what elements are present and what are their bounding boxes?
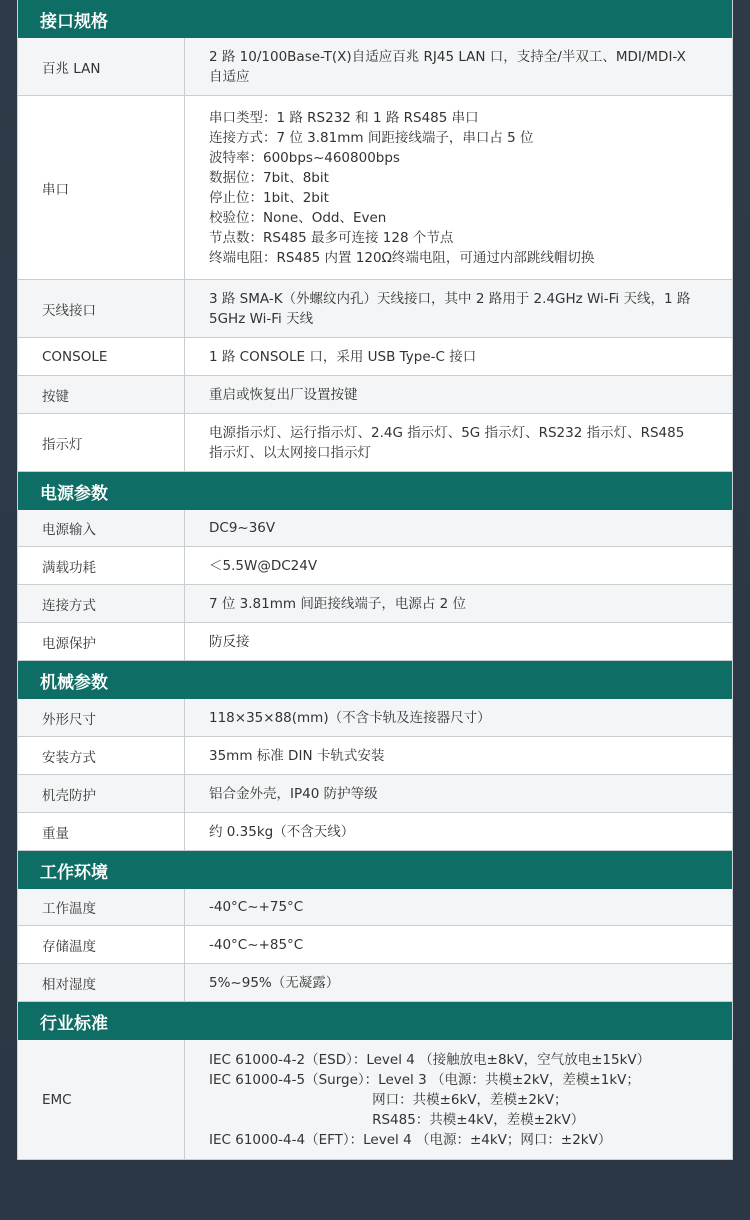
spec-value-line: RS485：共模±4kV，差模±2kV）	[209, 1111, 585, 1128]
spec-value	[185, 1040, 732, 1159]
spec-value-line: IEC 61000-4-5（Surge）：Level 3 （电源：共模±2kV，差模±1kV；	[209, 1071, 640, 1088]
spec-label: 天线接口	[18, 280, 185, 337]
spec-label: 机壳防护	[18, 775, 185, 812]
spec-value-line: 指示灯、以太网接口指示灯	[209, 444, 371, 461]
spec-value-line: 校验位：None、Odd、Even	[209, 209, 387, 226]
spec-value	[185, 376, 732, 413]
spec-value-line: 连接方式：7 位 3.81mm 间距接线端子，串口占 5 位	[209, 129, 534, 146]
spec-section	[18, 1002, 732, 1160]
spec-value-line: IEC 61000-4-4（EFT）：Level 4 （电源：±4kV；网口：±2kV）	[209, 1131, 612, 1148]
spec-label: 连接方式	[18, 585, 185, 622]
spec-value-line: 铝合金外壳，IP40 防护等级	[209, 785, 378, 802]
spec-value	[185, 737, 732, 774]
spec-label: 安装方式	[18, 737, 185, 774]
spec-value-line: DC9~36V	[209, 520, 276, 536]
spec-label: 指示灯	[18, 414, 185, 471]
spec-row	[18, 338, 732, 376]
spec-row	[18, 547, 732, 585]
spec-value	[185, 889, 732, 925]
section-header: 机械参数	[18, 661, 732, 699]
spec-value	[185, 623, 732, 660]
spec-row	[18, 964, 732, 1002]
spec-value	[185, 338, 732, 375]
spec-row	[18, 96, 732, 280]
spec-value	[185, 414, 732, 471]
spec-section	[18, 851, 732, 1002]
spec-label: 工作温度	[18, 889, 185, 925]
spec-table	[17, 0, 733, 1160]
spec-label: 相对湿度	[18, 964, 185, 1001]
spec-value-line: -40°C~+75°C	[209, 899, 304, 915]
spec-row	[18, 813, 732, 851]
spec-value-line: 自适应	[209, 68, 250, 85]
spec-row	[18, 38, 732, 96]
spec-value	[185, 38, 732, 95]
spec-label: 按键	[18, 376, 185, 413]
spec-row	[18, 623, 732, 661]
spec-value	[185, 926, 732, 963]
section-header: 工作环境	[18, 851, 732, 889]
spec-value-line: 防反接	[209, 633, 250, 650]
spec-value-line: IEC 61000-4-2（ESD）：Level 4 （接触放电±8kV，空气放电±15kV）	[209, 1051, 651, 1068]
spec-value-line: 节点数：RS485 最多可连接 128 个节点	[209, 229, 454, 246]
spec-row	[18, 775, 732, 813]
spec-value-line: 118×35×88(mm)（不含卡轨及连接器尺寸）	[209, 709, 491, 726]
spec-value-line: 约 0.35kg（不含天线）	[209, 823, 355, 840]
spec-value-line: 1 路 CONSOLE 口，采用 USB Type-C 接口	[209, 348, 477, 365]
spec-label: 外形尺寸	[18, 699, 185, 736]
spec-label: 电源输入	[18, 510, 185, 546]
spec-label: 存储温度	[18, 926, 185, 963]
spec-value-line: 重启或恢复出厂设置按键	[209, 386, 358, 403]
spec-value-line: 7 位 3.81mm 间距接线端子，电源占 2 位	[209, 595, 466, 612]
spec-row	[18, 510, 732, 547]
spec-section	[18, 472, 732, 661]
spec-row	[18, 414, 732, 472]
spec-label: 满载功耗	[18, 547, 185, 584]
spec-value	[185, 813, 732, 850]
spec-value-line: ＜5.5W@DC24V	[209, 557, 318, 574]
spec-label: 电源保护	[18, 623, 185, 660]
spec-value-line: 2 路 10/100Base-T(X)自适应百兆 RJ45 LAN 口，支持全/半双工、MDI/MDI-X	[209, 48, 686, 65]
spec-label: 串口	[18, 96, 185, 279]
section-header: 行业标准	[18, 1002, 732, 1040]
spec-row	[18, 585, 732, 623]
spec-value	[185, 775, 732, 812]
spec-value	[185, 510, 732, 546]
spec-row	[18, 926, 732, 964]
spec-value	[185, 699, 732, 736]
spec-value	[185, 280, 732, 337]
spec-value-line: 波特率：600bps~460800bps	[209, 149, 400, 166]
spec-section	[18, 661, 732, 851]
spec-value-line: 5%~95%（无凝露）	[209, 974, 340, 991]
spec-row	[18, 737, 732, 775]
spec-value	[185, 547, 732, 584]
spec-row	[18, 280, 732, 338]
spec-value-line: 电源指示灯、运行指示灯、2.4G 指示灯、5G 指示灯、RS232 指示灯、RS485	[209, 424, 685, 441]
spec-row	[18, 889, 732, 926]
spec-row	[18, 1040, 732, 1160]
spec-label: 百兆 LAN	[18, 38, 185, 95]
spec-row	[18, 376, 732, 414]
spec-value-line: 35mm 标准 DIN 卡轨式安装	[209, 747, 385, 764]
spec-value-line: -40°C~+85°C	[209, 936, 304, 953]
spec-section	[18, 0, 732, 472]
spec-value-line: 5GHz Wi-Fi 天线	[209, 310, 314, 327]
spec-value-line: 停止位：1bit、2bit	[209, 189, 329, 206]
spec-value-line: 3 路 SMA-K（外螺纹内孔）天线接口，其中 2 路用于 2.4GHz Wi-Fi 天线，1 路	[209, 290, 691, 307]
spec-value-line: 数据位：7bit、8bit	[209, 169, 329, 186]
section-header: 接口规格	[18, 0, 732, 38]
spec-label: 重量	[18, 813, 185, 850]
spec-value-line: 串口类型：1 路 RS232 和 1 路 RS485 串口	[209, 109, 479, 126]
spec-label: CONSOLE	[18, 338, 185, 375]
spec-value	[185, 585, 732, 622]
section-header: 电源参数	[18, 472, 732, 510]
spec-value	[185, 964, 732, 1001]
spec-label: EMC	[18, 1040, 185, 1159]
spec-value-line: 终端电阻：RS485 内置 120Ω终端电阻，可通过内部跳线帽切换	[209, 249, 595, 266]
spec-row	[18, 699, 732, 737]
spec-value-line: 网口：共模±6kV，差模±2kV；	[209, 1091, 568, 1108]
spec-value	[185, 96, 732, 279]
